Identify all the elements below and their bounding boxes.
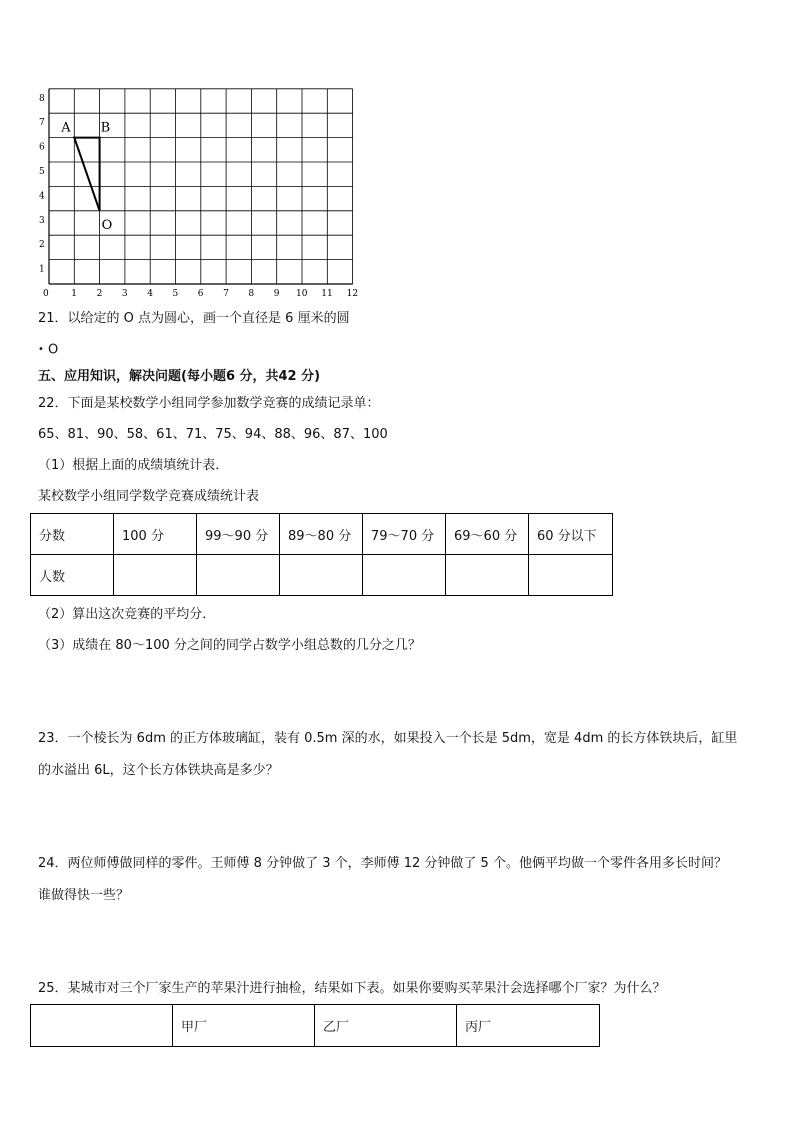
question-22: 22．下面是某校数学小组同学参加数学竞赛的成绩记录单：	[38, 396, 380, 411]
table-header-cell: 89～80 分	[280, 514, 363, 555]
table-header-cell: 60 分以下	[529, 514, 613, 555]
question-22-part-2: （2）算出这次竞赛的平均分．	[38, 607, 216, 622]
question-23-line-1: 23．一个棱长为 6dm 的正方体玻璃缸，装有 0.5m 深的水，如果投入一个长是 5dm，宽是 4dm 的长方体铁块后，缸里	[38, 731, 738, 746]
question-25: 25．某城市对三个厂家生产的苹果汁进行抽检，结果如下表。如果你要购买苹果汁会选择哪个厂家？为什么？	[38, 981, 666, 996]
answer-cell	[114, 555, 197, 596]
question-22-part-3: （3）成绩在 80～100 分之间的同学占数学小组总数的几分之几？	[38, 638, 421, 653]
score-table-title: 某校数学小组同学数学竞赛成绩统计表	[38, 489, 260, 504]
table-header-cell: 分数	[31, 514, 114, 555]
y-tick-label: 7	[39, 118, 45, 129]
table-row	[31, 514, 613, 555]
question-22-part-1: （1）根据上面的成绩填统计表．	[38, 458, 229, 473]
question-24-line-1: 24．两位师傅做同样的零件。王师傅 8 分钟做了 3 个，李师傅 12 分钟做了 5 个。他俩平均做一个零件各用多长时间？	[38, 856, 727, 871]
x-tick-label: 10	[296, 289, 308, 299]
x-tick-label: 11	[321, 289, 333, 299]
table-header-cell: 100 分	[114, 514, 197, 555]
x-tick-label: 4	[147, 289, 153, 299]
table-row-label: 人数	[31, 555, 114, 596]
center-point-o	[38, 342, 58, 359]
table-header-cell: 69～60 分	[446, 514, 529, 555]
answer-cell	[280, 555, 363, 596]
x-tick-label: 6	[197, 289, 204, 299]
y-tick-label: 4	[39, 191, 45, 202]
x-tick-label: 1	[71, 289, 78, 299]
point-a-label: A	[61, 120, 71, 136]
table-header-cell: 乙厂	[315, 1005, 457, 1047]
table-header-cell: 79～70 分	[363, 514, 446, 555]
x-tick-label: 9	[273, 289, 280, 299]
table-row	[31, 1005, 600, 1047]
question-24-line-2: 谁做得快一些？	[38, 888, 130, 903]
y-tick-label: 5	[39, 167, 45, 177]
point-o-label: O	[101, 217, 113, 233]
answer-cell	[197, 555, 280, 596]
x-tick-label: 7	[223, 289, 229, 299]
x-tick-label: 8	[248, 289, 255, 299]
point-b-label: B	[100, 120, 111, 136]
y-tick-label: 1	[39, 264, 45, 275]
table-row	[31, 555, 613, 596]
answer-cell	[363, 555, 446, 596]
table-header-cell: 甲厂	[173, 1005, 315, 1047]
y-tick-label: 2	[39, 240, 45, 251]
coordinate-grid-figure	[34, 84, 364, 300]
x-tick-label: 12	[346, 289, 359, 299]
x-tick-label: 5	[172, 289, 179, 299]
y-tick-label: 6	[39, 142, 45, 153]
juice-inspection-table	[30, 1004, 600, 1047]
x-tick-label: 0	[43, 289, 49, 299]
x-axis-tick-labels	[43, 289, 358, 299]
question-21: 21．以给定的 O 点为圆心，画一个直径是 6 厘米的圆	[38, 311, 350, 326]
score-record-list: 65、81、90、58、61、71、75、94、88、96、87、100	[38, 427, 388, 442]
answer-cell	[446, 555, 529, 596]
y-tick-label: 8	[39, 93, 45, 104]
x-tick-label: 3	[121, 289, 128, 299]
x-tick-label: 2	[96, 289, 103, 299]
center-point-label: O	[48, 342, 59, 358]
question-23-line-2: 的水溢出 6L，这个长方体铁块高是多少？	[38, 763, 279, 778]
answer-cell	[529, 555, 613, 596]
table-header-cell: 99～90 分	[197, 514, 280, 555]
section-5-title: 五、应用知识，解决问题(每小题6 分，共42 分)	[38, 369, 321, 384]
y-axis-tick-labels	[39, 94, 45, 275]
table-header-cell: 丙厂	[457, 1005, 600, 1047]
y-tick-label: 3	[39, 215, 45, 226]
score-statistics-table	[30, 513, 613, 596]
triangle-abo	[74, 138, 99, 211]
table-header-cell	[31, 1005, 173, 1047]
center-dot-icon: •	[38, 344, 44, 355]
grid-lines	[49, 89, 353, 284]
